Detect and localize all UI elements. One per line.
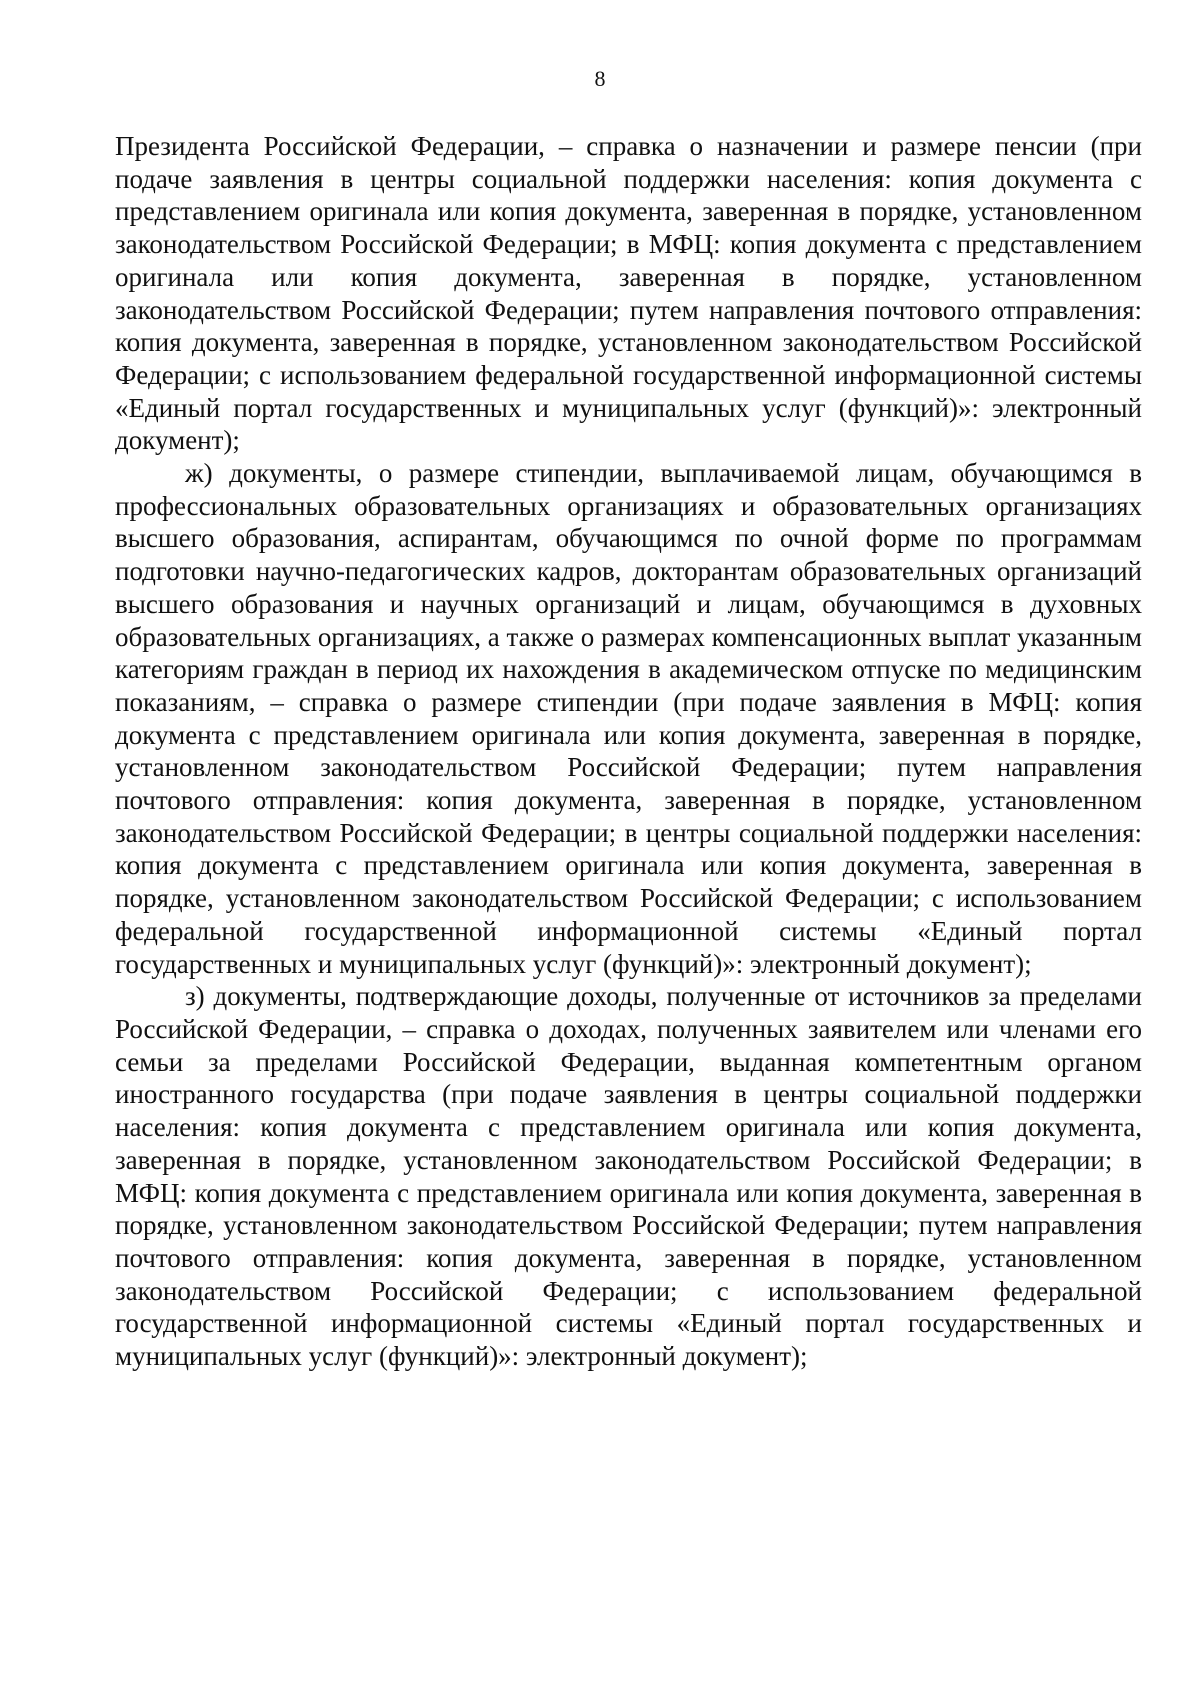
page-number: 8: [594, 66, 606, 91]
paragraph-item-zh: ж) документы, о размере стипендии, выплачиваемой лицам, обучающимся в профессиональных образовательных организациях и образовательных организациях высшего образования, аспирантам, обучающимся по очной форме по программам подготовки научно-педагогических кадров, докторантам образовательных организаций высшего образования и научных организаций и лицам, обучающимся в духовных образовательных организациях, а также о размерах компенсационных выплат указанным категориям граждан в период их нахождения в академическом отпуске по медицинским показаниям, – справка о размере стипендии (при подаче заявления в МФЦ: копия документа с представлением оригинала или копия документа, заверенная в порядке, установленном законодательством Российской Федерации; путем направления почтового отправления: копия документа, заверенная в порядке, установленном законодательством Российской Федерации; в центры социальной поддержки населения: копия документа с представлением оригинала или копия документа, заверенная в порядке, установленном законодательством Российской Федерации; с использованием федеральной государственной информационной системы «Единый портал государственных и муниципальных услуг (функций)»: электронный документ);: [115, 458, 1142, 979]
paragraph-item-z: з) документы, подтверждающие доходы, полученные от источников за пределами Российской Федерации, – справка о доходах, полученных заявителем или членами его семьи за пределами Российской Федерации, выданная компетентным органом иностранного государства (при подаче заявления в центры социальной поддержки населения: копия документа с представлением оригинала или копия документа, заверенная в порядке, установленном законодательством Российской Федерации; в МФЦ: копия документа с представлением оригинала или копия документа, заверенная в порядке, установленном законодательством Российской Федерации; путем направления почтового отправления: копия документа, заверенная в порядке, установленном законодательством Российской Федерации; с использованием федеральной государственной информационной системы «Единый портал государственных и муниципальных услуг (функций)»: электронный документ);: [115, 981, 1142, 1372]
document-body: [115, 130, 1142, 1373]
paragraph-continuation: Президента Российской Федерации, – справка о назначении и размере пенсии (при подаче заявления в центры социальной поддержки населения: копия документа с представлением оригинала или копия документа, заверенная в порядке, установленном законодательством Российской Федерации; в МФЦ: копия документа с представлением оригинала или копия документа, заверенная в порядке, установленном законодательством Российской Федерации; путем направления почтового отправления: копия документа, заверенная в порядке, установленном законодательством Российской Федерации; с использованием федеральной государственной информационной системы «Единый портал государственных и муниципальных услуг (функций)»: электронный документ);: [115, 131, 1142, 456]
